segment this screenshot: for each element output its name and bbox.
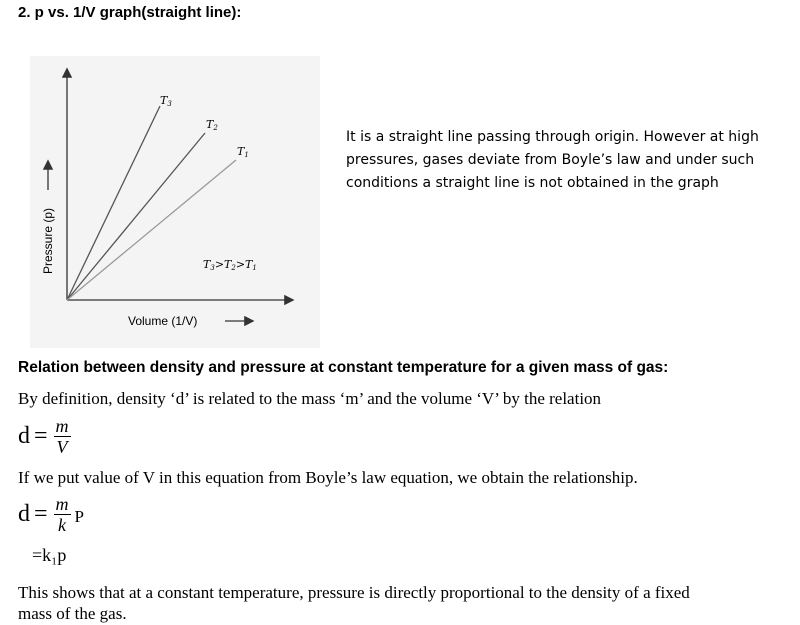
isotherm-line-t3 [67,106,160,300]
y-axis-label: Pressure (p) [41,207,55,274]
eq1-lhs: d [18,423,30,449]
eq1-numerator: m [55,416,69,436]
line-label-t2: T2 [206,118,218,132]
eq1-fraction [54,416,71,457]
eq2-variable: P [74,506,85,526]
graph-svg [30,56,320,348]
eq2-equals: = [34,501,48,527]
definition-paragraph: By definition, density ‘d’ is related to the mass ‘m’ and the volume ‘V’ by the relation [18,389,602,408]
eq2-numerator: m [55,494,69,514]
temperature-order-note [203,258,257,272]
x-axis-label: Volume (1/V) [128,314,198,328]
order-note-t-c: >T [235,258,253,271]
eq2-denominator: k [58,515,67,535]
isotherm-line-t1 [67,160,236,300]
order-note-sub-c: 1 [252,264,257,272]
eq2-lhs: d [18,501,30,527]
line-label-t3: T3 [160,94,172,108]
boyle-paragraph: If we put value of V in this equation from Boyle’s law equation, we obtain the relationship. [18,468,638,487]
eq2-fraction [54,494,71,535]
density-section-title: Relation between density and pressure at constant temperature for a given mass of gas: [18,359,669,376]
density-pressure-equation [18,494,84,535]
isotherm-line-t2 [67,133,205,300]
p-vs-inverse-volume-graph [30,56,320,348]
order-note-sub-a: 3 [210,264,215,272]
density-equation [18,416,71,457]
line-label-t1: T1 [237,145,249,159]
eq1-equals: = [34,423,48,449]
eq1-denominator: V [56,437,68,457]
order-note-t-b: >T [214,258,232,271]
order-note-t-a: T [203,258,211,271]
order-note-sub-b: 2 [231,264,236,272]
proportionality-equation: =k₁p [32,545,67,565]
section-heading: 2. p vs. 1/V graph(straight line): [18,4,242,21]
graph-explanation: It is a straight line passing through origin. However at high pressures, gases deviate from Boyle’s law and under such conditions a straight line is not obtained in the graph [346,129,759,191]
conclusion-paragraph: This shows that at a constant temperature, pressure is directly proportional to the density of a fixed mass of the gas. [18,583,690,623]
